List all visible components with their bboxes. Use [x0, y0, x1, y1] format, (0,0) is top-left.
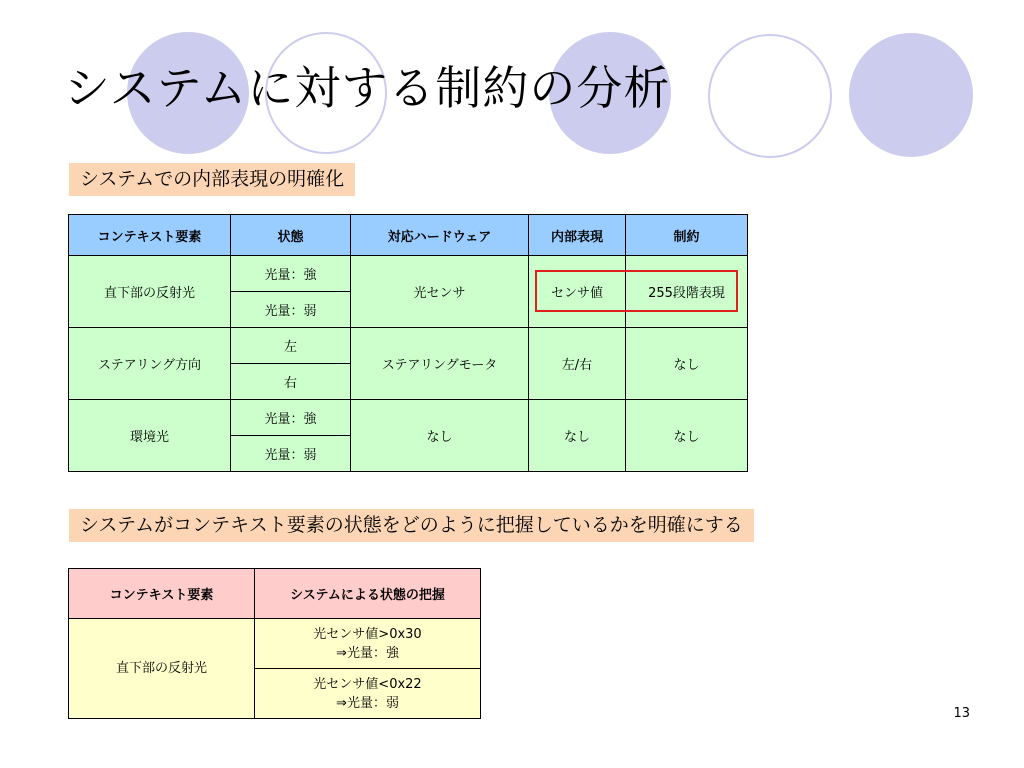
cell-state: 光量：弱: [231, 292, 351, 328]
header-hardware: 対応ハードウェア: [351, 215, 529, 256]
grasp-result: ⇒光量：弱: [336, 695, 399, 711]
table-row: [69, 328, 748, 364]
cell-internal: センサ値: [529, 256, 626, 328]
internal-representation-table: [68, 214, 748, 472]
cell-hardware: 光センサ: [351, 256, 529, 328]
table-header-row: [69, 215, 748, 256]
cell-internal: 左/右: [529, 328, 626, 400]
cell-grasp: [255, 619, 481, 669]
header-state-grasp: システムによる状態の把握: [255, 569, 481, 619]
grasp-condition: 光センサ値<0x22: [313, 676, 422, 692]
cell-hardware: ステアリングモータ: [351, 328, 529, 400]
cell-element: 直下部の反射光: [69, 619, 255, 719]
table-row: [69, 619, 481, 669]
header-context-element: コンテキスト要素: [69, 569, 255, 619]
cell-element: 直下部の反射光: [69, 256, 231, 328]
cell-hardware: なし: [351, 400, 529, 472]
cell-element: 環境光: [69, 400, 231, 472]
page-number: 13: [953, 706, 970, 721]
grasp-result: ⇒光量：強: [336, 645, 399, 661]
cell-grasp: [255, 669, 481, 719]
cell-state: 左: [231, 328, 351, 364]
highlight-box: [535, 270, 738, 312]
header-internal: 内部表現: [529, 215, 626, 256]
cell-constraint: 255段階表現: [626, 256, 748, 328]
circle-filled-3: [849, 33, 973, 157]
table-row: [69, 400, 748, 436]
cell-state: 光量：弱: [231, 436, 351, 472]
header-state: 状態: [231, 215, 351, 256]
cell-state: 光量：強: [231, 400, 351, 436]
header-constraint: 制約: [626, 215, 748, 256]
table-header-row: [69, 569, 481, 619]
state-grasp-table: [68, 568, 481, 719]
cell-internal: なし: [529, 400, 626, 472]
section1-label: システムでの内部表現の明確化: [69, 163, 355, 196]
cell-constraint: なし: [626, 400, 748, 472]
cell-constraint: なし: [626, 328, 748, 400]
slide-title: システムに対する制約の分析: [64, 61, 671, 115]
circle-outline-2: [709, 35, 831, 157]
cell-element: ステアリング方向: [69, 328, 231, 400]
header-context-element: コンテキスト要素: [69, 215, 231, 256]
cell-state: 右: [231, 364, 351, 400]
section2-label: システムがコンテキスト要素の状態をどのように把握しているかを明確にする: [69, 509, 754, 542]
grasp-condition: 光センサ値>0x30: [313, 626, 422, 642]
cell-state: 光量：強: [231, 256, 351, 292]
